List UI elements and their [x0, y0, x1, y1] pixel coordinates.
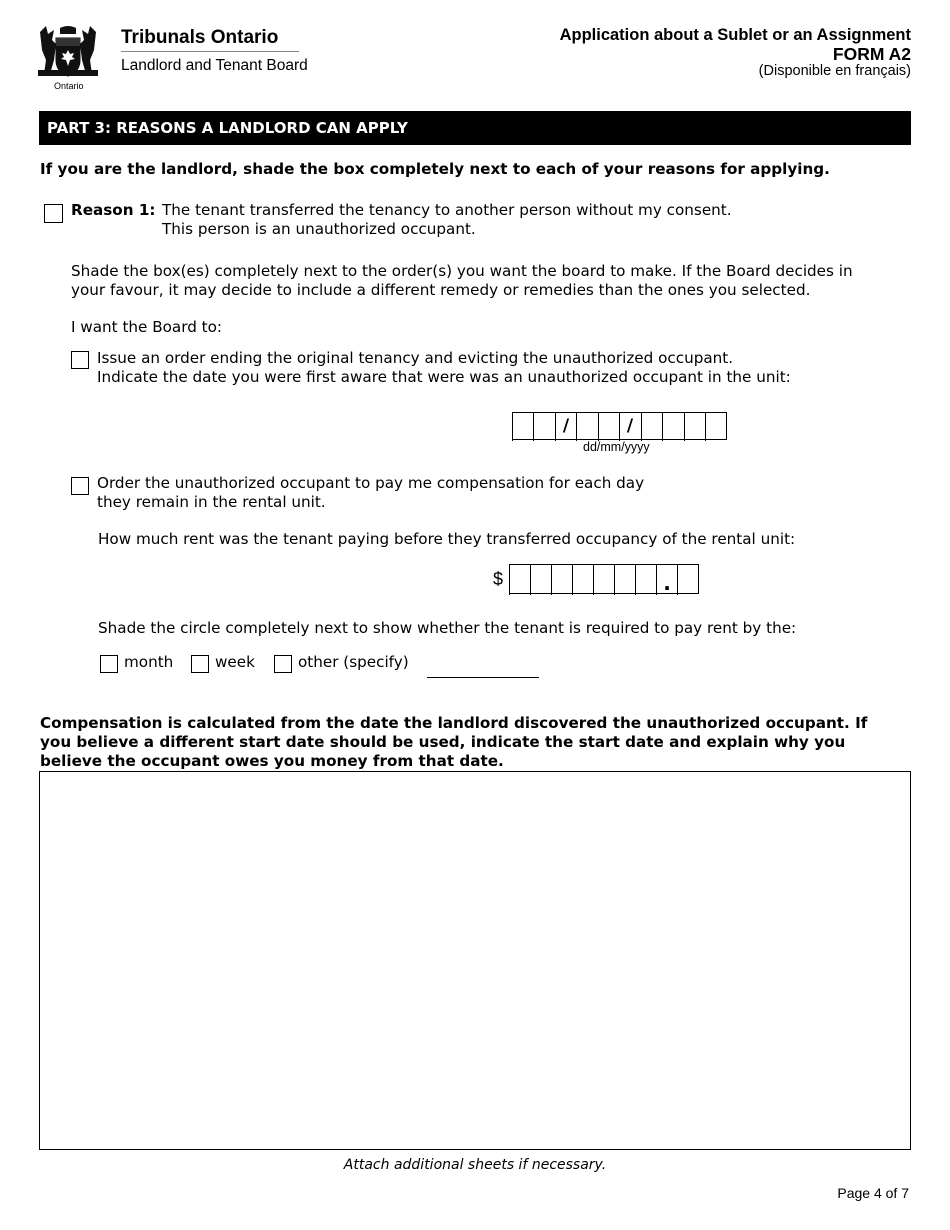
reason1-line1: The tenant transferred the tenancy to another person without my consent.	[162, 201, 732, 219]
reason1-checkbox[interactable]	[44, 204, 63, 223]
compensation-line3: believe the occupant owes you money from that date.	[40, 752, 504, 770]
date-cell	[598, 413, 619, 441]
page-number: Page 4 of 7	[837, 1185, 909, 1201]
logo-caption: Ontario	[54, 81, 84, 91]
eviction-order-line2: Indicate the date you were first aware that were was an unauthorized occupant in the unit:	[97, 368, 791, 386]
reason1-line2: This person is an unauthorized occupant.	[162, 220, 476, 238]
week-label: week	[215, 653, 255, 671]
org-name: Tribunals Ontario	[121, 27, 279, 48]
compensation-line2: you believe a different start date should be used, indicate the start date and explain why you	[40, 733, 846, 751]
other-checkbox[interactable]	[274, 655, 292, 673]
week-checkbox[interactable]	[191, 655, 209, 673]
rent-period-question: Shade the circle completely next to show whether the tenant is required to pay rent by the:	[98, 619, 797, 637]
amount-cell	[572, 565, 593, 595]
amount-cell	[530, 565, 551, 595]
board-name: Landlord and Tenant Board	[121, 57, 308, 74]
compensation-order-checkbox[interactable]	[71, 477, 89, 495]
decimal-point: .	[656, 565, 677, 595]
compensation-line1: Compensation is calculated from the date the landlord discovered the unauthorized occupant. If	[40, 714, 868, 732]
amount-cell	[677, 565, 698, 595]
french-availability: (Disponible en français)	[758, 63, 911, 79]
month-checkbox[interactable]	[100, 655, 118, 673]
date-cell	[684, 413, 705, 441]
eviction-order-line1: Issue an order ending the original tenancy and evicting the unauthorized occupant.	[97, 349, 734, 367]
eviction-order-checkbox[interactable]	[71, 351, 89, 369]
compensation-order-line1: Order the unauthorized occupant to pay me compensation for each day	[97, 474, 645, 492]
aware-date-field[interactable]	[512, 412, 727, 440]
date-separator: /	[555, 413, 576, 441]
want-board-label: I want the Board to:	[71, 318, 223, 336]
amount-cell	[614, 565, 635, 595]
date-separator: /	[619, 413, 640, 441]
shade-orders-line1: Shade the box(es) completely next to the order(s) you want the board to make. If the Board decides in	[71, 262, 853, 280]
date-cell	[641, 413, 662, 441]
currency-symbol: $	[493, 569, 504, 589]
landlord-instruction: If you are the landlord, shade the box completely next to each of your reasons for applying.	[40, 160, 830, 178]
date-cell	[512, 413, 533, 441]
reason1-label: Reason 1:	[71, 201, 156, 219]
rent-amount-field[interactable]	[509, 564, 699, 594]
amount-cell	[635, 565, 656, 595]
attach-note: Attach additional sheets if necessary.	[343, 1157, 607, 1173]
form-number: FORM A2	[832, 44, 911, 64]
shade-orders-line2: your favour, it may decide to include a different remedy or remedies than the ones you selected.	[71, 281, 811, 299]
form-title: Application about a Sublet or an Assignment	[559, 26, 911, 44]
compensation-order-line2: they remain in the rental unit.	[97, 493, 326, 511]
part-heading-bar	[39, 111, 911, 145]
other-label: other (specify)	[298, 653, 409, 671]
rent-question: How much rent was the tenant paying before they transferred occupancy of the rental unit:	[98, 530, 796, 548]
amount-cell	[593, 565, 614, 595]
date-cell	[576, 413, 597, 441]
date-cell	[662, 413, 683, 441]
part-title: PART 3: REASONS A LANDLORD CAN APPLY	[47, 119, 408, 137]
amount-cell	[551, 565, 572, 595]
date-cell	[705, 413, 726, 441]
explanation-textbox[interactable]	[39, 771, 911, 1150]
other-specify-line[interactable]	[427, 677, 539, 678]
header-divider	[121, 51, 299, 52]
date-format-label: dd/mm/yyyy	[583, 440, 650, 454]
amount-cell	[509, 565, 530, 595]
month-label: month	[124, 653, 174, 671]
date-cell	[533, 413, 554, 441]
